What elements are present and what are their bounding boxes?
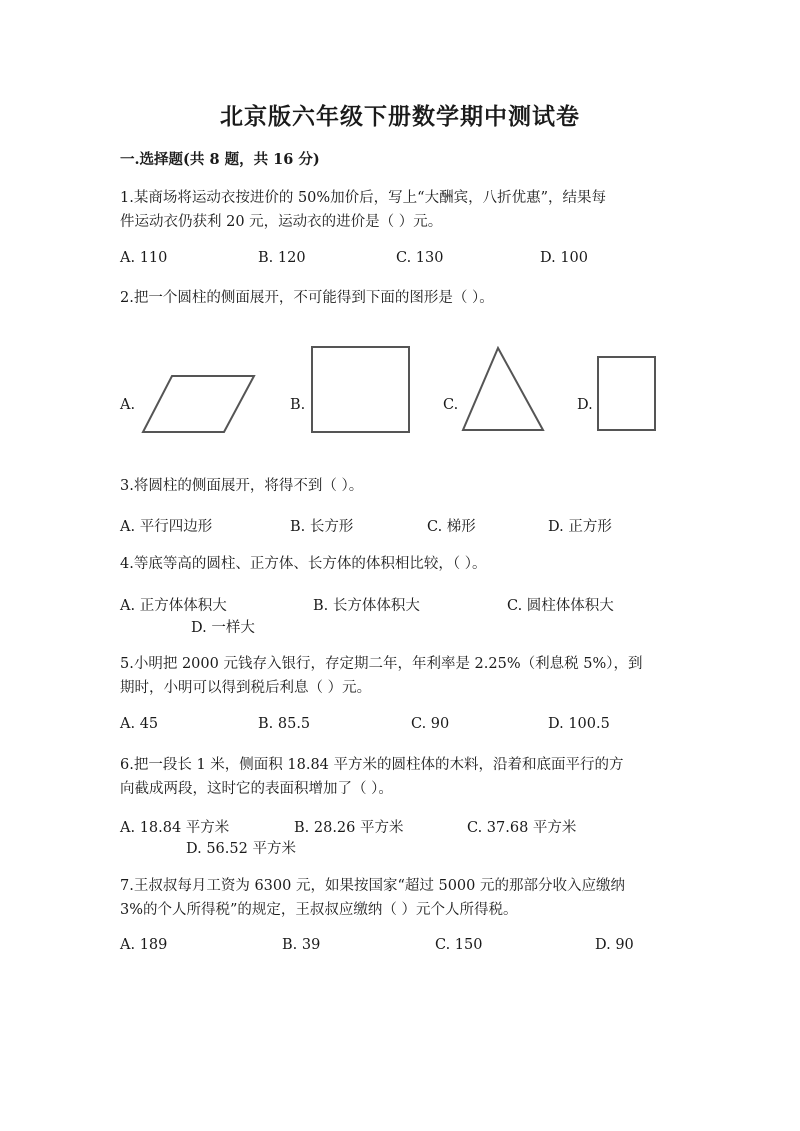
question-3-line-1: 3.将圆柱的侧面展开，将得不到（ ）。 — [120, 478, 364, 494]
square-icon — [310, 345, 412, 435]
q4-option-c[interactable]: C. 圆柱体体积大 — [507, 598, 614, 614]
q5-option-d[interactable]: D. 100.5 — [548, 716, 610, 732]
question-2 — [120, 286, 494, 310]
q7-option-c[interactable]: C. 150 — [435, 937, 483, 953]
q3-option-c[interactable]: C. 梯形 — [427, 519, 476, 535]
question-6-line-1: 6.把一段长 1 米，侧面积 18.84 平方米的圆柱体的木料，沿着和底面平行的方 — [120, 757, 624, 773]
q6-option-b[interactable]: B. 28.26 平方米 — [294, 820, 404, 836]
q6-option-d[interactable]: D. 56.52 平方米 — [186, 841, 296, 857]
rectangle-icon — [596, 355, 658, 433]
q6-option-c[interactable]: C. 37.68 平方米 — [467, 820, 577, 836]
question-7-line-1: 7.王叔叔每月工资为 6300 元，如果按国家“超过 5000 元的那部分收入应缴纳 — [120, 878, 625, 894]
q1-option-a[interactable]: A. 110 — [120, 250, 168, 266]
q1-option-d[interactable]: D. 100 — [540, 250, 589, 266]
q5-option-a[interactable]: A. 45 — [120, 716, 159, 732]
question-1-line-2: 件运动衣仍获利 20 元，运动衣的进价是（ ）元。 — [120, 214, 443, 230]
q7-option-d[interactable]: D. 90 — [595, 937, 634, 953]
q3-option-a[interactable]: A. 平行四边形 — [120, 519, 213, 535]
question-1-line-1: 1.某商场将运动衣按进价的 50%加价后，写上“大酬宾，八折优惠”，结果每 — [120, 190, 606, 206]
question-6 — [120, 753, 624, 801]
question-7 — [120, 874, 625, 922]
q7-option-b[interactable]: B. 39 — [282, 937, 321, 953]
q1-option-c[interactable]: C. 130 — [396, 250, 444, 266]
q5-option-c[interactable]: C. 90 — [411, 716, 450, 732]
parallelogram-icon — [140, 372, 260, 436]
q2-option-a[interactable]: A. — [120, 397, 136, 413]
q4-option-a[interactable]: A. 正方体体积大 — [120, 598, 227, 614]
question-4-line-1: 4.等底等高的圆柱、正方体、长方体的体积相比较，（ ）。 — [120, 556, 487, 572]
section-heading: 一.选择题(共 8 题，共 16 分) — [120, 151, 320, 168]
q4-option-b[interactable]: B. 长方体体积大 — [313, 598, 420, 614]
q4-option-d[interactable]: D. 一样大 — [191, 620, 255, 636]
q1-option-b[interactable]: B. 120 — [258, 250, 306, 266]
question-2-line-1: 2.把一个圆柱的侧面展开，不可能得到下面的图形是（ ）。 — [120, 290, 494, 306]
question-5-line-1: 5.小明把 2000 元钱存入银行，存定期二年，年利率是 2.25%（利息税 5%），到 — [120, 656, 643, 672]
q3-option-b[interactable]: B. 长方形 — [290, 519, 354, 535]
triangle-icon — [460, 346, 546, 434]
page-title: 北京版六年级下册数学期中测试卷 — [220, 103, 580, 130]
q2-option-c[interactable]: C. — [443, 397, 459, 413]
q5-option-b[interactable]: B. 85.5 — [258, 716, 311, 732]
q6-option-a[interactable]: A. 18.84 平方米 — [120, 820, 230, 836]
question-5 — [120, 652, 643, 700]
question-4 — [120, 552, 486, 576]
question-7-line-2: 3%的个人所得税”的规定，王叔叔应缴纳（ ）元个人所得税。 — [120, 902, 518, 918]
q2-option-d[interactable]: D. — [577, 397, 593, 413]
q2-option-b[interactable]: B. — [290, 397, 306, 413]
q3-option-d[interactable]: D. 正方形 — [548, 519, 612, 535]
q7-option-a[interactable]: A. 189 — [120, 937, 168, 953]
question-1 — [120, 186, 606, 234]
question-6-line-2: 向截成两段，这时它的表面积增加了（ ）。 — [120, 781, 393, 797]
question-5-line-2: 期时，小明可以得到税后利息（ ）元。 — [120, 680, 372, 696]
question-3 — [120, 474, 363, 498]
